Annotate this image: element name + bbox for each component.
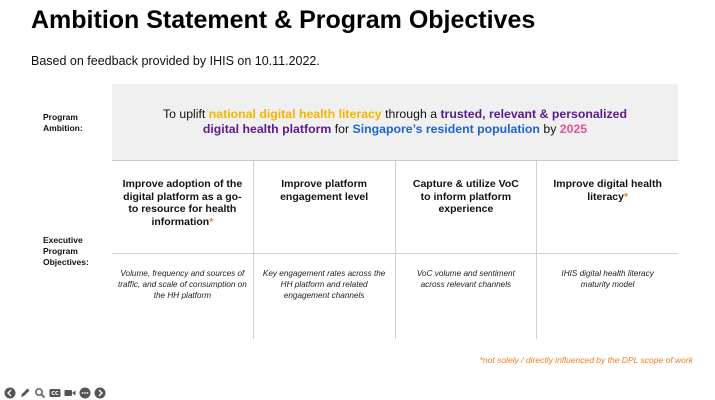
objective-column [112,161,254,339]
objective-column [537,161,678,339]
page-subtitle: Based on feedback provided by IHIS on 10.11.2022. [31,54,320,68]
pen-icon[interactable] [19,387,31,399]
ambition-highlight-year: 2025 [559,122,588,136]
back-icon[interactable] [4,387,16,399]
ambition-statement [160,107,630,137]
ambition-highlight-population: Singapore’s resident population [352,122,540,136]
ambition-text: for [331,122,353,136]
ambition-highlight-platform: trusted, relevant & personalized digital health platform [202,107,628,136]
page-title: Ambition Statement & Program Objectives [31,6,536,34]
objective-divider [254,253,395,254]
presentation-toolbar [4,387,106,399]
objective-divider [396,253,537,254]
ambition-panel [112,84,678,161]
svg-text:CC: CC [51,391,59,398]
ambition-text: To uplift [162,107,209,121]
objective-metric: Key engagement rates across the HH platform and related engagement channels [262,269,386,300]
objective-divider [112,253,253,254]
zoom-icon[interactable] [34,387,46,399]
objective-star: * [209,215,214,228]
ambition-text: through a [381,107,441,121]
program-ambition-label: Program Ambition: [43,112,83,133]
more-icon[interactable] [79,387,91,399]
video-icon[interactable] [64,387,76,399]
ambition-text: by [539,122,560,136]
objective-column [396,161,538,339]
forward-icon[interactable] [94,387,106,399]
objective-star: * [623,190,629,203]
objective-divider [537,253,678,254]
captions-icon[interactable] [49,387,61,399]
objective-metric: IHIS digital health literacy maturity model [561,269,654,289]
objective-column [254,161,396,339]
ambition-highlight-literacy: national digital health literacy [208,107,382,121]
objective-heading: Improve digital health literacy* [553,178,662,203]
objectives-grid [112,161,678,339]
objective-metric: VoC volume and sentiment across relevant channels [416,269,515,289]
objective-heading: Capture & utilize VoC to inform platform experience [412,178,519,215]
objective-metric: Volume, frequency and sources of traffic, and scale of consumption on the HH platform [117,269,247,300]
footnote: *not solely / directly influenced by the DPL scope of work [479,355,693,365]
objective-heading: Improve adoption of the digital platform as a go-to resource for health information* [122,178,243,228]
objective-heading: Improve platform engagement level [280,178,369,203]
executive-objectives-label: Executive Program Objectives: [43,235,89,267]
